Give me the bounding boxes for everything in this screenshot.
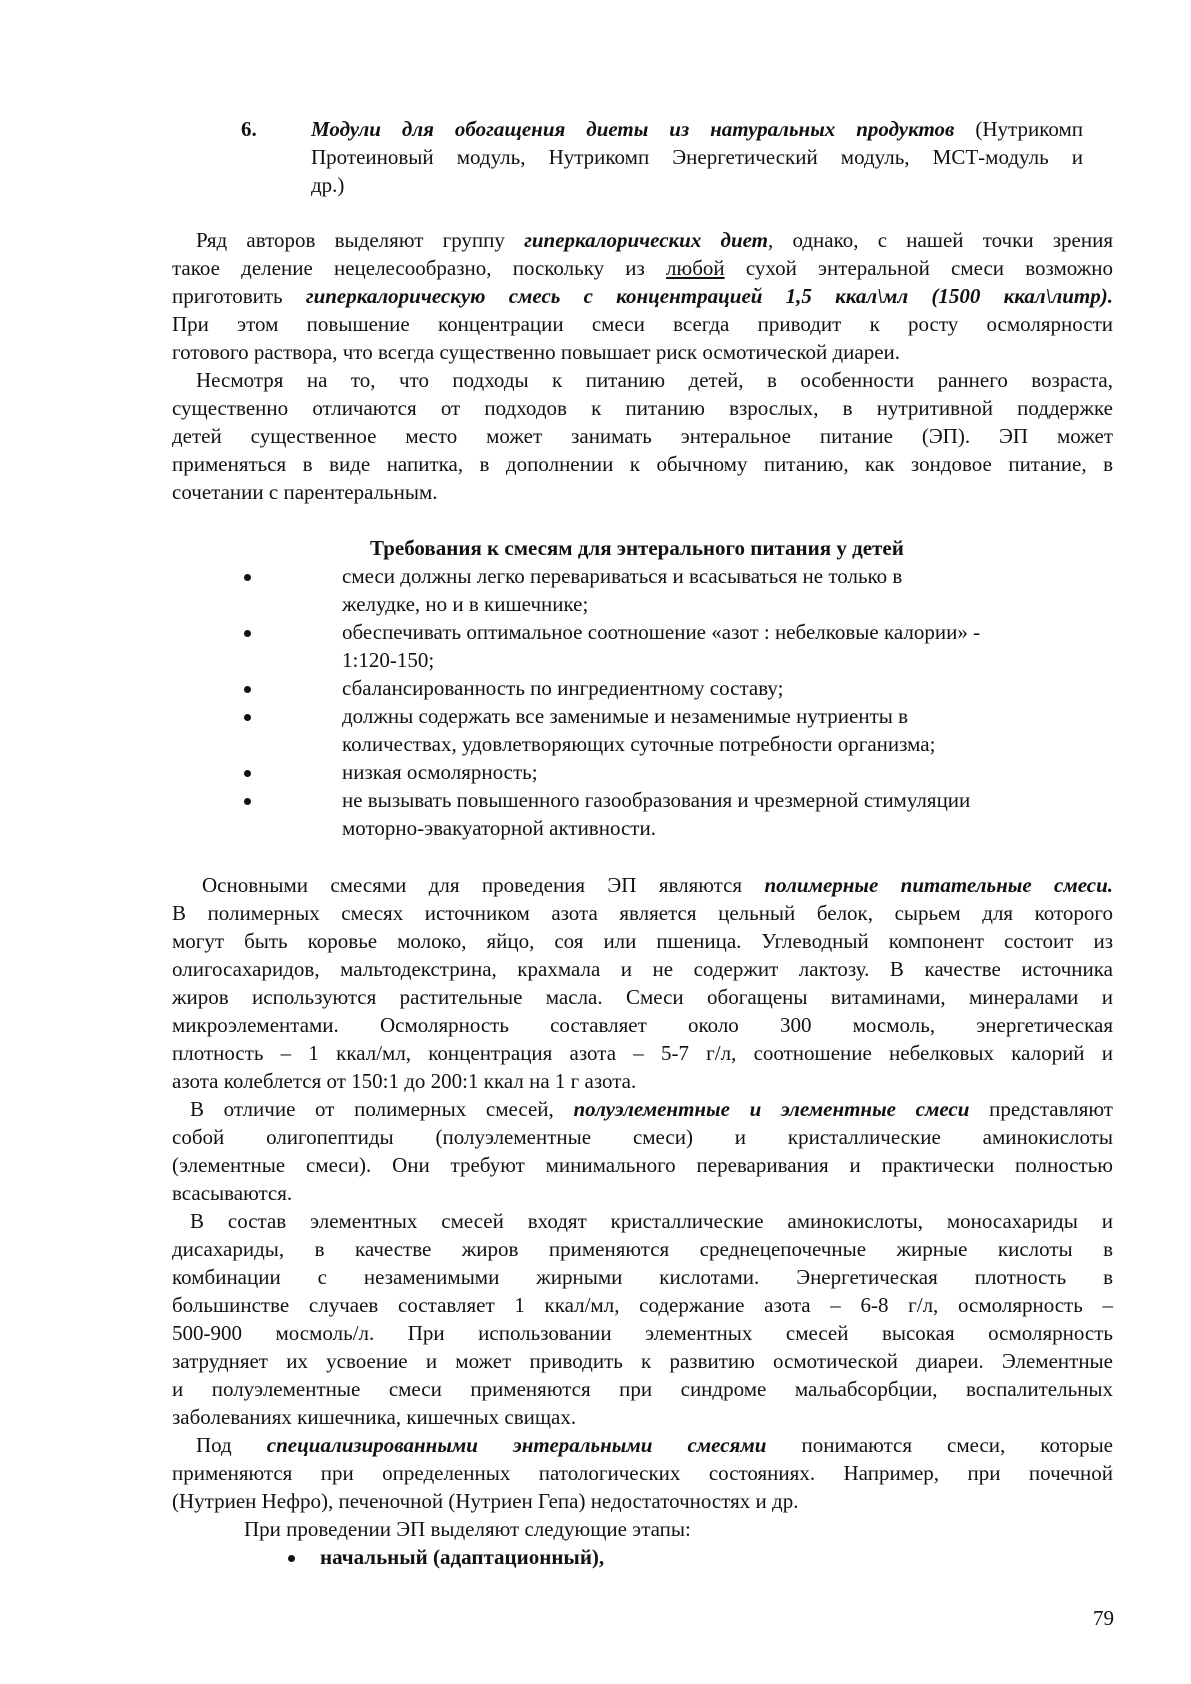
text: Ряд авторов выделяют группу <box>196 228 525 252</box>
p2-line-4: применяться в виде напитка, в дополнении к обычному питанию, как зондовое питание, в <box>172 452 1113 476</box>
emphasis: полуэлементные и элементные смеси <box>573 1097 970 1121</box>
p4-line-3: (элементные смеси). Они требуют минимального переваривания и практически полностью <box>172 1153 1113 1177</box>
p2-line-1: Несмотря на то, что подходы к питанию детей, в особенности раннего возраста, <box>196 368 1113 392</box>
p5-line-4: большинстве случаев составляет 1 ккал/мл, содержание азота – 6-8 г/л, осмолярность – <box>172 1293 1113 1317</box>
emphasis: гиперкалорическую смесь с концентрацией 1,5 ккал\мл (1500 ккал\литр). <box>305 284 1113 308</box>
p2-line-3: детей существенное место может занимать энтеральное питание (ЭП). ЭП может <box>172 424 1113 448</box>
underlined-word: любой <box>666 256 725 280</box>
item6-line-1 <box>311 115 1083 143</box>
stage-bullet-1: начальный (адаптационный), <box>320 1545 605 1569</box>
text: В отличие от полимерных смесей, <box>190 1097 574 1121</box>
req-2-line-1: обеспечивать оптимальное соотношение «азот : небелковые калории» - <box>342 620 981 644</box>
item6-text: (Нутрикомп <box>954 117 1083 141</box>
text: сухой энтеральной смеси возможно <box>724 256 1113 280</box>
p1-line-2 <box>172 254 1113 282</box>
p5-line-6: затрудняет их усвоение и может приводить к развитию осмотической диареи. Элементные <box>172 1349 1113 1373</box>
p5-line-8: заболеваниях кишечника, кишечных свищах. <box>172 1405 577 1429</box>
list-number: 6. <box>241 117 257 141</box>
req-4-line-1: должны содержать все заменимые и незаменимые нутриенты в <box>342 704 909 728</box>
requirements-heading: Требования к смесям для энтерального питания у детей <box>370 536 904 560</box>
p4-line-4: всасываются. <box>172 1181 293 1205</box>
emphasis: гиперкалорических диет <box>524 228 769 252</box>
p6-line-3: (Нутриен Нефро), печеночной (Нутриен Гепа) недостаточностях и др. <box>172 1489 799 1513</box>
p1-line-5: готового раствора, что всегда существенно повышает риск осмотической диареи. <box>172 340 901 364</box>
p5-line-3: комбинации с незаменимыми жирными кислотами. Энергетическая плотность в <box>172 1265 1113 1289</box>
bullet-icon <box>244 798 251 805</box>
emphasis: специализированными энтеральными смесями <box>266 1433 767 1457</box>
p3-line-8: азота колеблется от 150:1 до 200:1 ккал на 1 г азота. <box>172 1069 637 1093</box>
req-6-line-1: не вызывать повышенного газообразования и чрезмерной стимуляции <box>342 788 971 812</box>
req-2-line-2: 1:120-150; <box>342 648 435 672</box>
req-5-line-1: низкая осмолярность; <box>342 760 538 784</box>
text: Под <box>196 1433 267 1457</box>
p3-line-3: могут быть коровье молоко, яйцо, соя или пшеница. Углеводный компонент состоит из <box>172 929 1113 953</box>
p2-line-5: сочетании с парентеральным. <box>172 480 438 504</box>
p3-line-2: В полимерных смесях источником азота является цельный белок, сырьем для которого <box>172 901 1113 925</box>
item6-line-3: др.) <box>311 173 345 197</box>
p3-line-6: микроэлементами. Осмолярность составляет около 300 мосмоль, энергетическая <box>172 1013 1113 1037</box>
bullet-icon <box>244 770 251 777</box>
bullet-icon <box>244 686 251 693</box>
text: представляют <box>969 1097 1113 1121</box>
item6-title: Модули для обогащения диеты из натуральных продуктов <box>311 117 955 141</box>
p3-line-7: плотность – 1 ккал/мл, концентрация азота – 5-7 г/л, соотношение небелковых калорий и <box>172 1041 1113 1065</box>
page-number: 79 <box>1093 1606 1114 1630</box>
req-3-line-1: сбалансированность по ингредиентному составу; <box>342 676 784 700</box>
text: приготовить <box>172 284 306 308</box>
p3-line-4: олигосахаридов, мальтодекстрина, крахмала и не содержит лактозу. В качестве источника <box>172 957 1113 981</box>
req-1-line-2: желудке, но и в кишечнике; <box>342 592 589 616</box>
p5-line-1: В состав элементных смесей входят кристаллические аминокислоты, моносахариды и <box>190 1209 1113 1233</box>
p7-line-1: При проведении ЭП выделяют следующие этапы: <box>244 1517 691 1541</box>
text: такое деление нецелесообразно, поскольку из <box>172 256 667 280</box>
p4-line-1 <box>190 1095 1113 1123</box>
req-1-line-1: смеси должны легко перевариваться и всасываться не только в <box>342 564 903 588</box>
p6-line-2: применяются при определенных патологических состояниях. Например, при почечной <box>172 1461 1113 1485</box>
bullet-icon <box>244 714 251 721</box>
req-6-line-2: моторно-эвакуаторной активности. <box>342 816 656 840</box>
p5-line-5: 500-900 мосмоль/л. При использовании элементных смесей высокая осмолярность <box>172 1321 1113 1345</box>
p1-line-3 <box>172 282 1113 310</box>
p6-line-1 <box>196 1431 1113 1459</box>
p3-line-1 <box>202 871 1113 899</box>
p3-line-5: жиров используются растительные масла. Смеси обогащены витаминами, минералами и <box>172 985 1113 1009</box>
text: Основными смесями для проведения ЭП являются <box>202 873 765 897</box>
emphasis: полимерные питательные смеси. <box>764 873 1114 897</box>
item6-line-2: Протеиновый модуль, Нутрикомп Энергетический модуль, МСТ-модуль и <box>311 145 1083 169</box>
text: , однако, с нашей точки зрения <box>768 228 1114 252</box>
p1-line-4: При этом повышение концентрации смеси всегда приводит к росту осмолярности <box>172 312 1113 336</box>
p5-line-7: и полуэлементные смеси применяются при синдроме мальабсорбции, воспалительных <box>172 1377 1113 1401</box>
req-4-line-2: количествах, удовлетворяющих суточные потребности организма; <box>342 732 936 756</box>
p1-line-1 <box>196 226 1113 254</box>
p2-line-2: существенно отличаются от подходов к питанию взрослых, в нутритивной поддержке <box>172 396 1113 420</box>
p4-line-2: собой олигопептиды (полуэлементные смеси) и кристаллические аминокислоты <box>172 1125 1113 1149</box>
p5-line-2: дисахариды, в качестве жиров применяются среднецепочечные жирные кислоты в <box>172 1237 1113 1261</box>
bullet-icon <box>244 630 251 637</box>
bullet-icon <box>244 574 251 581</box>
text: понимаются смеси, которые <box>766 1433 1113 1457</box>
bullet-icon <box>288 1555 295 1562</box>
